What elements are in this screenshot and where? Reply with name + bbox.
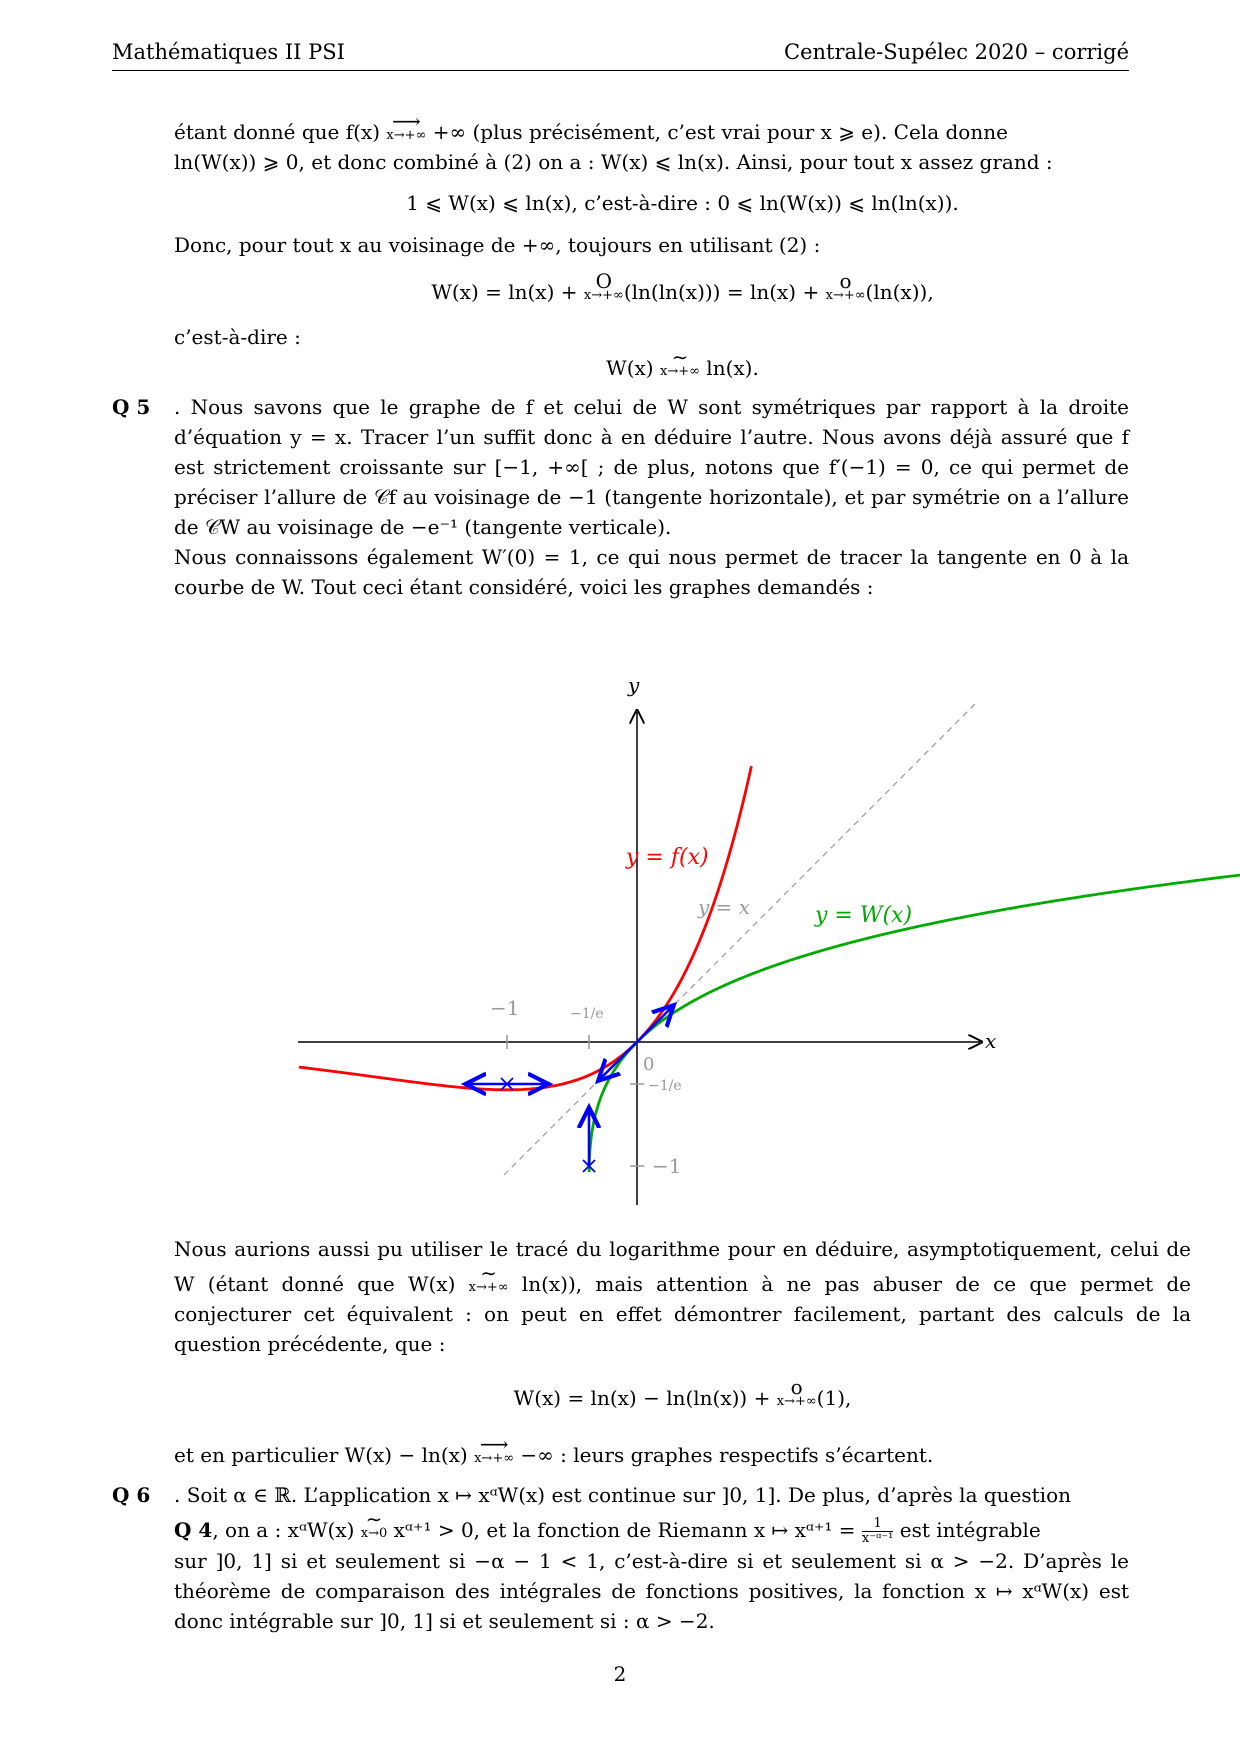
paragraph-3: c’est-à-dire : xyxy=(174,325,301,349)
tick-label-origin: 0 xyxy=(643,1054,655,1075)
tick-label-y-minus-inv-e: −1/e xyxy=(648,1078,682,1094)
tangent-at-origin-up xyxy=(637,1007,672,1042)
y-axis-label: y xyxy=(628,673,640,697)
q5-label: Q 5 xyxy=(112,395,151,419)
x-axis-label: x xyxy=(985,1029,997,1053)
equation-3: W(x) ∼ x→+∞ ln(x). xyxy=(606,345,759,380)
header-left: Mathématiques II PSI xyxy=(112,40,345,64)
paragraph-2: Donc, pour tout x au voisinage de +∞, toujours en utilisant (2) : xyxy=(174,233,821,257)
diagonal-y-equals-x xyxy=(504,704,975,1175)
tick-label-x-minus1: −1 xyxy=(490,996,520,1020)
q6-label: Q 6 xyxy=(112,1483,151,1507)
paragraph-5: et en particulier W(x) − ln(x) ⟶ x→+∞ −∞ : leurs graphes respectifs s’écartent. xyxy=(174,1432,934,1467)
paragraph-4: Nous aurions aussi pu utiliser le tracé du logarithme pour en déduire, asymptotiquement, celui de W (étant donné que W(x) ∼ x→+∞ ln(x)), mais attention à ne pas abuser de ce que permet de conjecturer cet équivalent : on peut en effet démontrer facilement, partant des calculs de la question précédente, que : xyxy=(174,1237,1192,1356)
legend-W: y = W(x) xyxy=(815,903,913,928)
paragraph-1: étant donné que f(x) ⟶ x→+∞ +∞ (plus précisément, c’est vrai pour x ⩾ e). Cela donne ln(W(x)) ⩾ 0, et donc combiné à (2) on a : W(x) ⩽ ln(x). Ainsi, pour tout x assez grand : xyxy=(174,109,1053,174)
tick-label-x-minus-inv-e: −1/e xyxy=(570,1006,604,1022)
legend-f: y = f(x) xyxy=(626,845,709,870)
equation-4: W(x) = ln(x) − ln(ln(x)) + o x→+∞ (1), xyxy=(513,1375,852,1410)
tangent-at-origin-down xyxy=(600,1042,637,1079)
page-number: 2 xyxy=(613,1662,627,1686)
tick-label-y-minus1: −1 xyxy=(652,1154,682,1178)
equation-1: 1 ⩽ W(x) ⩽ ln(x), c’est-à-dire : 0 ⩽ ln(W(x)) ⩽ ln(ln(x)). xyxy=(406,191,959,215)
question-6: Q 6 . Soit α ∈ ℝ. L’application x ↦ xᵅW(x) est continue sur ]0, 1]. De plus, d’après la question Q 4, on a : xᵅW(x) ∼ x→0 xᵅ⁺¹ > 0, et la fonction de Riemann x ↦ xᵅ⁺¹ = $\frac{1}{\text{x⁻ᵅ⁻¹}}$ est intégrable sur ]0, 1] si et seulement si −α − 1 < 1, c’est-à-dire si et seulement si α > −2. D’après le théorème de comparaison des intégrales de fonctions positives, la fonction x ↦ xᵅW(x) est donc intégrable sur ]0, 1] si et seulement si : α > −2. xyxy=(112,1480,1129,1636)
curve-W xyxy=(589,820,1240,1172)
legend-diagonal: y = x xyxy=(698,895,751,919)
equation-2: W(x) = ln(x) + O x→+∞ (ln(ln(x))) = ln(x) + o x→+∞ (ln(x)), xyxy=(431,269,934,304)
question-5: Q 5 . Nous savons que le graphe de f et celui de W sont symétriques par rapport à la droite d’équation y = x. Tracer l’un suffit donc à en déduire l’autre. Nous avons déjà assuré que f est strictement croissante sur [−1, +∞[ ; de plus, notons que f′(−1) = 0, ce qui permet de préciser l’allure de 𝒞f au voisinage de −1 (tangente horizontale), et par symétrie on a l’allure de 𝒞W au voisinage de −e⁻¹ (tangente verticale). Nous connaissons également W′(0) = 1, ce qui nous permet de tracer la tangente en 0 à la courbe de W. Tout ceci étant considéré, voici les graphes demandés : xyxy=(112,392,1129,602)
header-right: Centrale-Supélec 2020 – corrigé xyxy=(784,40,1129,64)
